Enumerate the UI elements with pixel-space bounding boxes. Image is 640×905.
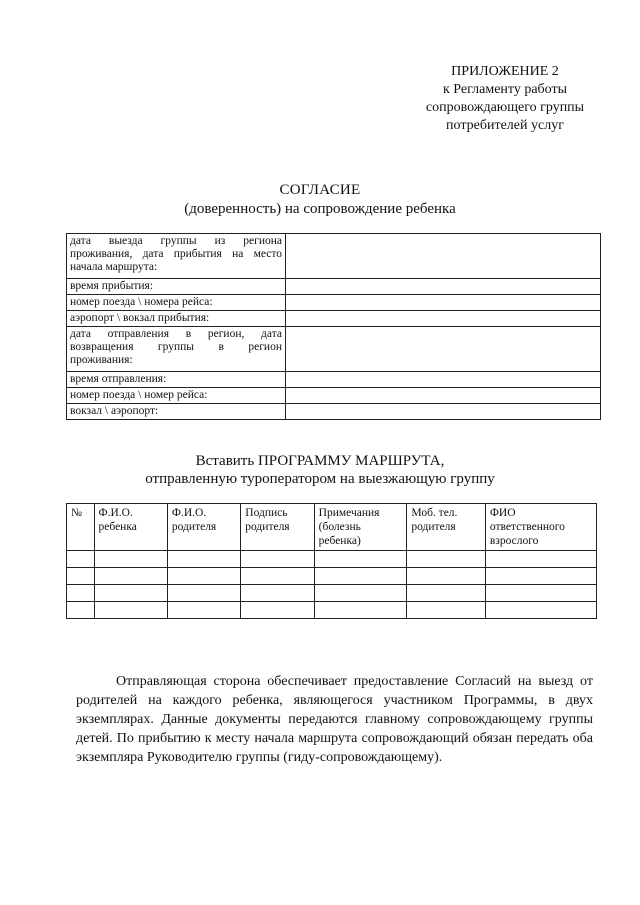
- info-value-cell: [286, 327, 601, 372]
- participants-table: [66, 503, 597, 619]
- participants-cell: [241, 585, 314, 602]
- participants-cell: [485, 585, 596, 602]
- info-label-arrival-time: время прибытия:: [67, 279, 286, 295]
- info-value-cell: [286, 404, 601, 420]
- participants-table-body: [67, 551, 597, 619]
- participants-cell: [407, 568, 485, 585]
- participants-cell: [407, 551, 485, 568]
- participants-cell: [94, 585, 167, 602]
- participants-cell: [241, 568, 314, 585]
- participants-header-row: [67, 504, 597, 551]
- participants-cell: [167, 585, 240, 602]
- info-row: [67, 372, 601, 388]
- appendix-reference-line-2: сопровождающего группы: [425, 100, 585, 115]
- participants-row: [67, 585, 597, 602]
- header-parent-phone: Моб. тел. родителя: [407, 504, 485, 551]
- info-value-cell: [286, 295, 601, 311]
- info-row: [67, 388, 601, 404]
- program-instruction-line-2: отправленную туроператором на выезжающую группу: [145, 471, 495, 487]
- participants-cell: [94, 568, 167, 585]
- participants-cell: [167, 602, 240, 619]
- header-number: №: [67, 504, 95, 551]
- appendix-reference-line-1: к Регламенту работы: [442, 82, 568, 97]
- info-row: [67, 327, 601, 372]
- program-instruction: [0, 452, 640, 488]
- info-row: [67, 311, 601, 327]
- header-notes: Примечания (болезнь ребенка): [314, 504, 407, 551]
- info-value-cell: [286, 372, 601, 388]
- participants-cell: [485, 602, 596, 619]
- participants-row: [67, 568, 597, 585]
- header-parent-name: Ф.И.О. родителя: [167, 504, 240, 551]
- participants-cell: [314, 568, 407, 585]
- info-label-train-flight-number: номер поезда \ номера рейса:: [67, 295, 286, 311]
- participants-cell: [314, 551, 407, 568]
- participants-cell: [167, 568, 240, 585]
- participants-cell: [94, 551, 167, 568]
- participants-row: [67, 551, 597, 568]
- header-child-name: Ф.И.О. ребенка: [94, 504, 167, 551]
- participants-cell: [67, 551, 95, 568]
- participants-row: [67, 602, 597, 619]
- title-main: СОГЛАСИЕ: [279, 182, 361, 198]
- appendix-number: ПРИЛОЖЕНИЕ 2: [451, 64, 559, 79]
- header-parent-signature: Подпись родителя: [241, 504, 314, 551]
- instructions-paragraph: Отправляющая сторона обеспечивает предоставление Согласий на выезд от родителей на каждого ребенка, являющегося участником Программы, в двух экземплярах. Данные документы передаются главному сопровождающему группы детей. По прибытию к месту начала маршрута сопровождающий обязан передать оба экземпляра Руководителю группы (гиду-сопровождающему).: [76, 674, 593, 765]
- participants-cell: [241, 551, 314, 568]
- participants-cell: [94, 602, 167, 619]
- participants-cell: [485, 551, 596, 568]
- participants-cell: [67, 568, 95, 585]
- trip-info-table: [66, 233, 601, 420]
- participants-cell: [407, 602, 485, 619]
- participants-cell: [67, 585, 95, 602]
- info-label-departure-time: время отправления:: [67, 372, 286, 388]
- appendix-header: [405, 63, 605, 135]
- participants-cell: [314, 602, 407, 619]
- info-label-departure-date: дата выезда группы из региона проживания, дата прибытия на место начала маршрута:: [67, 234, 286, 279]
- participants-cell: [167, 551, 240, 568]
- info-value-cell: [286, 388, 601, 404]
- info-row: [67, 234, 601, 279]
- info-label-return-station: вокзал \ аэропорт:: [67, 404, 286, 420]
- info-value-cell: [286, 311, 601, 327]
- title-subtitle: (доверенность) на сопровождение ребенка: [184, 201, 456, 217]
- info-label-return-train-flight: номер поезда \ номер рейса:: [67, 388, 286, 404]
- participants-cell: [67, 602, 95, 619]
- participants-cell: [241, 602, 314, 619]
- info-row: [67, 279, 601, 295]
- header-responsible-adult: ФИО ответственного взрослого: [485, 504, 596, 551]
- participants-cell: [314, 585, 407, 602]
- document-title: [0, 181, 640, 219]
- info-row: [67, 404, 601, 420]
- info-label-return-date: дата отправления в регион, дата возвращения группы в регион проживания:: [67, 327, 286, 372]
- participants-cell: [407, 585, 485, 602]
- info-row: [67, 295, 601, 311]
- appendix-reference-line-3: потребителей услуг: [446, 118, 564, 133]
- info-label-arrival-station: аэропорт \ вокзал прибытия:: [67, 311, 286, 327]
- info-value-cell: [286, 279, 601, 295]
- participants-cell: [485, 568, 596, 585]
- info-value-cell: [286, 234, 601, 279]
- program-instruction-line-1: Вставить ПРОГРАММУ МАРШРУТА,: [195, 453, 445, 469]
